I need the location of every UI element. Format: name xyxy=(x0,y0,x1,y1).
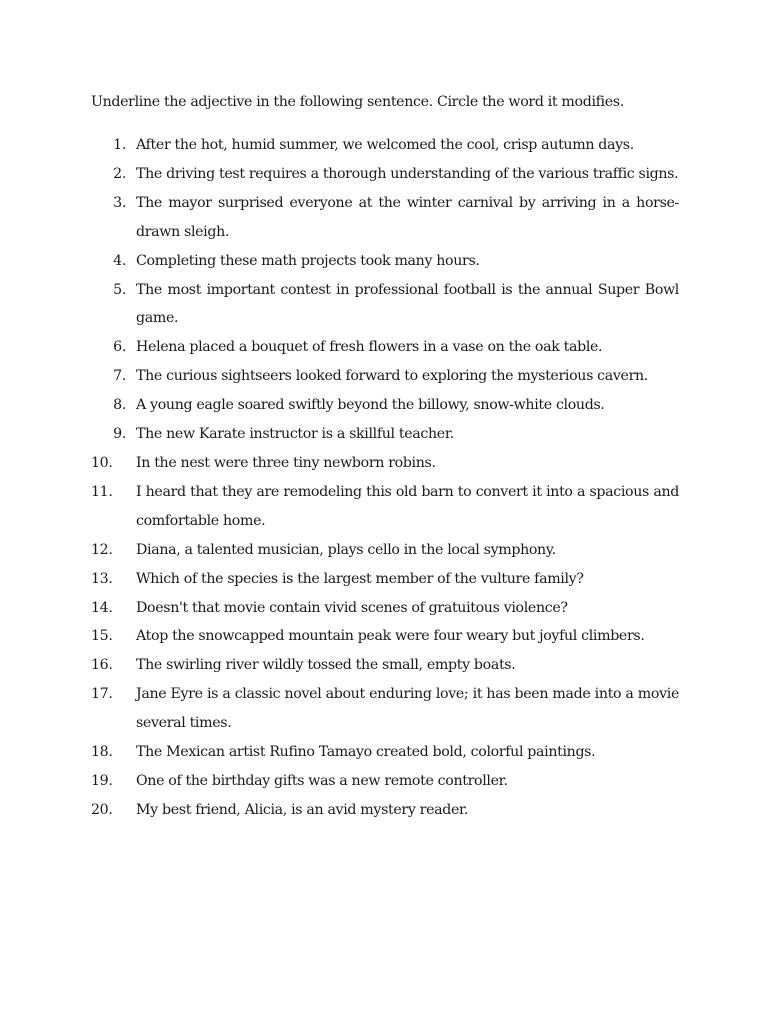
item-sentence: I heard that they are remodeling this old barn to convert it into a spacious and comfortable home. xyxy=(136,483,679,529)
sentence-item xyxy=(0,536,768,565)
item-number: 1. xyxy=(113,137,126,153)
item-sentence: The curious sightseers looked forward to exploring the mysterious cavern. xyxy=(136,368,648,385)
sentence-item xyxy=(0,276,768,334)
item-sentence: After the hot, humid summer, we welcomed the cool, crisp autumn days. xyxy=(136,137,634,153)
item-number: 16. xyxy=(91,657,113,674)
item-number: 11. xyxy=(91,483,113,500)
sentence-item xyxy=(0,594,768,623)
item-number: 15. xyxy=(91,628,113,645)
item-sentence: The Mexican artist Rufino Tamayo created bold, colorful paintings. xyxy=(136,744,596,761)
sentence-item xyxy=(0,391,768,420)
item-number: 13. xyxy=(91,570,113,587)
item-sentence: Doesn't that movie contain vivid scenes of gratuitous violence? xyxy=(136,599,568,616)
item-number: 17. xyxy=(91,686,113,703)
sentence-item xyxy=(0,796,768,825)
item-sentence: Completing these math projects took many hours. xyxy=(136,252,480,269)
instructions: Underline the adjective in the following sentence. Circle the word it modifies. xyxy=(91,94,624,110)
item-sentence: The mayor surprised everyone at the winter carnival by arriving in a horse-drawn sleigh. xyxy=(136,194,679,240)
sentence-item xyxy=(0,420,768,449)
item-number: 7. xyxy=(113,368,126,385)
sentence-item xyxy=(0,131,768,160)
sentence-item xyxy=(0,738,768,767)
item-sentence: The new Karate instructor is a skillful teacher. xyxy=(136,426,454,443)
sentence-item xyxy=(0,362,768,391)
item-sentence: A young eagle soared swiftly beyond the billowy, snow-white clouds. xyxy=(136,397,605,414)
item-sentence: My best friend, Alicia, is an avid mystery reader. xyxy=(136,801,469,818)
item-number: 8. xyxy=(113,397,126,414)
item-sentence: Atop the snowcapped mountain peak were four weary but joyful climbers. xyxy=(136,628,645,645)
sentence-item xyxy=(0,478,768,536)
item-number: 9. xyxy=(113,426,126,443)
item-number: 10. xyxy=(91,454,113,471)
sentence-item xyxy=(0,247,768,276)
item-sentence: Diana, a talented musician, plays cello in the local symphony. xyxy=(136,541,556,558)
item-number: 2. xyxy=(113,165,126,182)
item-sentence: Jane Eyre is a classic novel about enduring love; it has been made into a movie several times. xyxy=(136,686,679,732)
item-number: 6. xyxy=(113,339,126,356)
item-number: 14. xyxy=(91,599,113,616)
item-number: 18. xyxy=(91,744,113,761)
sentence-item xyxy=(0,160,768,189)
item-number: 5. xyxy=(113,281,126,298)
item-sentence: In the nest were three tiny newborn robins. xyxy=(136,454,436,471)
sentence-item xyxy=(0,651,768,680)
item-sentence: The driving test requires a thorough understanding of the various traffic signs. xyxy=(136,165,679,182)
item-number: 3. xyxy=(113,194,126,211)
sentence-item xyxy=(0,333,768,362)
item-number: 4. xyxy=(113,252,126,269)
item-sentence: Which of the species is the largest member of the vulture family? xyxy=(136,570,584,587)
item-number: 20. xyxy=(91,801,113,818)
sentence-item xyxy=(0,449,768,478)
item-sentence: One of the birthday gifts was a new remote controller. xyxy=(136,772,508,789)
sentence-item xyxy=(0,680,768,738)
item-number: 19. xyxy=(91,772,113,789)
sentence-item xyxy=(0,189,768,247)
item-sentence: The most important contest in professional football is the annual Super Bowl game. xyxy=(136,281,679,327)
item-sentence: The swirling river wildly tossed the small, empty boats. xyxy=(136,657,516,674)
sentence-item xyxy=(0,767,768,796)
sentence-item xyxy=(0,622,768,651)
item-sentence: Helena placed a bouquet of fresh flowers in a vase on the oak table. xyxy=(136,339,603,356)
sentence-item xyxy=(0,565,768,594)
item-number: 12. xyxy=(91,541,113,558)
sentence-list xyxy=(0,131,768,825)
